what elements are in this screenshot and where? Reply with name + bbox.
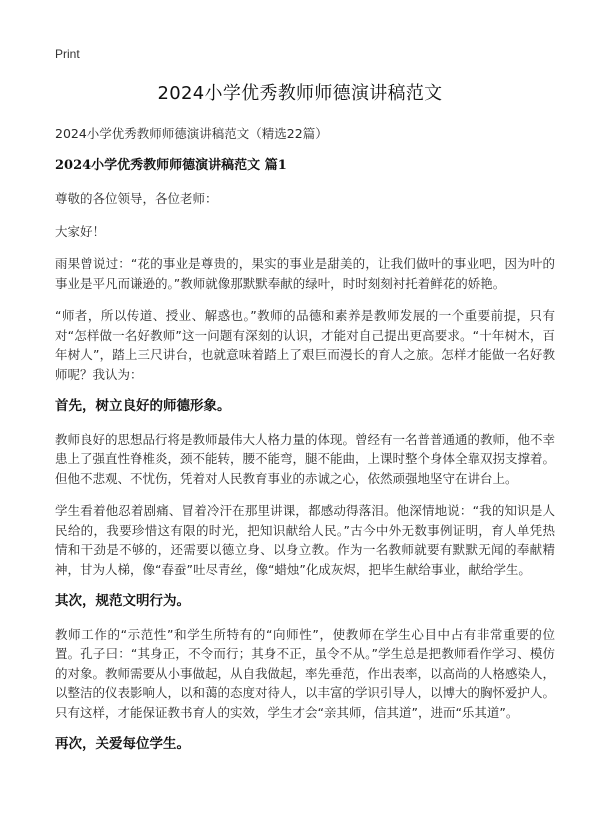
body-paragraph: 学生看着他忍着剧痛、冒着冷汗在那里讲课，都感动得落泪。他深情地说：“我的知识是人民给的，我要珍惜这有限的时光，把知识献给人民。”古今中外无数事例证明，育人单凭热情和干劲是不够的，还需要以德立身、以身立教。作为一名教师就要有默默无闻的奉献精神，甘为人梯，像“春蚕”吐尽青丝，像“蜡烛”化成灰烬，把毕生献给事业，献给学生。: [55, 503, 555, 577]
body-paragraph: “师者，所以传道、授业、解惑也。”教师的品德和素养是教师发展的一个重要前提，只有对“怎样做一名好教师”这一问题有深刻的认识，才能对自己提出更高要求。“十年树木，百年树人”，踏上三尺讲台，也就意味着踏上了艰巨而漫长的育人之旅。怎样才能做一名好教师呢？我认为：: [55, 308, 555, 382]
intro-paragraph: 雨果曾说过：“花的事业是尊贵的，果实的事业是甜美的，让我们做叶的事业吧，因为叶的事业是平凡而谦逊的。”教师就像那默默奉献的绿叶，时时刻刻衬托着鲜花的娇艳。: [55, 256, 555, 291]
greeting-paragraph: 尊敬的各位领导，各位老师：: [55, 191, 218, 206]
document-body: [55, 124, 555, 768]
section-heading: 其次，规范文明行为。: [55, 593, 190, 609]
body-paragraph: 教师良好的思想品行将是教师最伟大人格力量的体现。曾经有一名普普通通的教师，他不幸患上了强直性脊椎炎，颈不能转，腰不能弯，腿不能曲，上课时整个身体全靠双拐支撑着。但他不悲观、不忧伤，凭着对人民教育事业的赤诚之心，依然顽强地坚守在讲台上。: [55, 431, 556, 486]
body-paragraph: 教师工作的“示范性”和学生所特有的“向师性”，使教师在学生心目中占有非常重要的位置。孔子曰：“其身正，不令而行；其身不正，虽令不从。”学生总是把教师看作学习、模仿的对象。教师需要从小事做起，从自我做起，率先垂范，作出表率，以高尚的人格感染人，以整洁的仪表影响人，以和蔼的态度对待人，以丰富的学识引导人，以博大的胸怀爱护人。只有这样，才能保证教书育人的实效，学生才会“亲其师，信其道”，进而“乐其道”。: [55, 626, 556, 720]
document-subtitle: 2024小学优秀教师师德演讲稿范文（精选22篇）: [55, 126, 328, 141]
document-title: 2024小学优秀教师师德演讲稿范文: [157, 83, 443, 104]
print-label[interactable]: Print: [55, 47, 80, 61]
section-heading: 再次，关爱每位学生。: [55, 736, 190, 752]
section-heading: 首先，树立良好的师德形象。: [55, 398, 231, 414]
section-title: 2024小学优秀教师师德演讲稿范文 篇1: [55, 157, 287, 173]
hello-paragraph: 大家好！: [55, 223, 106, 239]
